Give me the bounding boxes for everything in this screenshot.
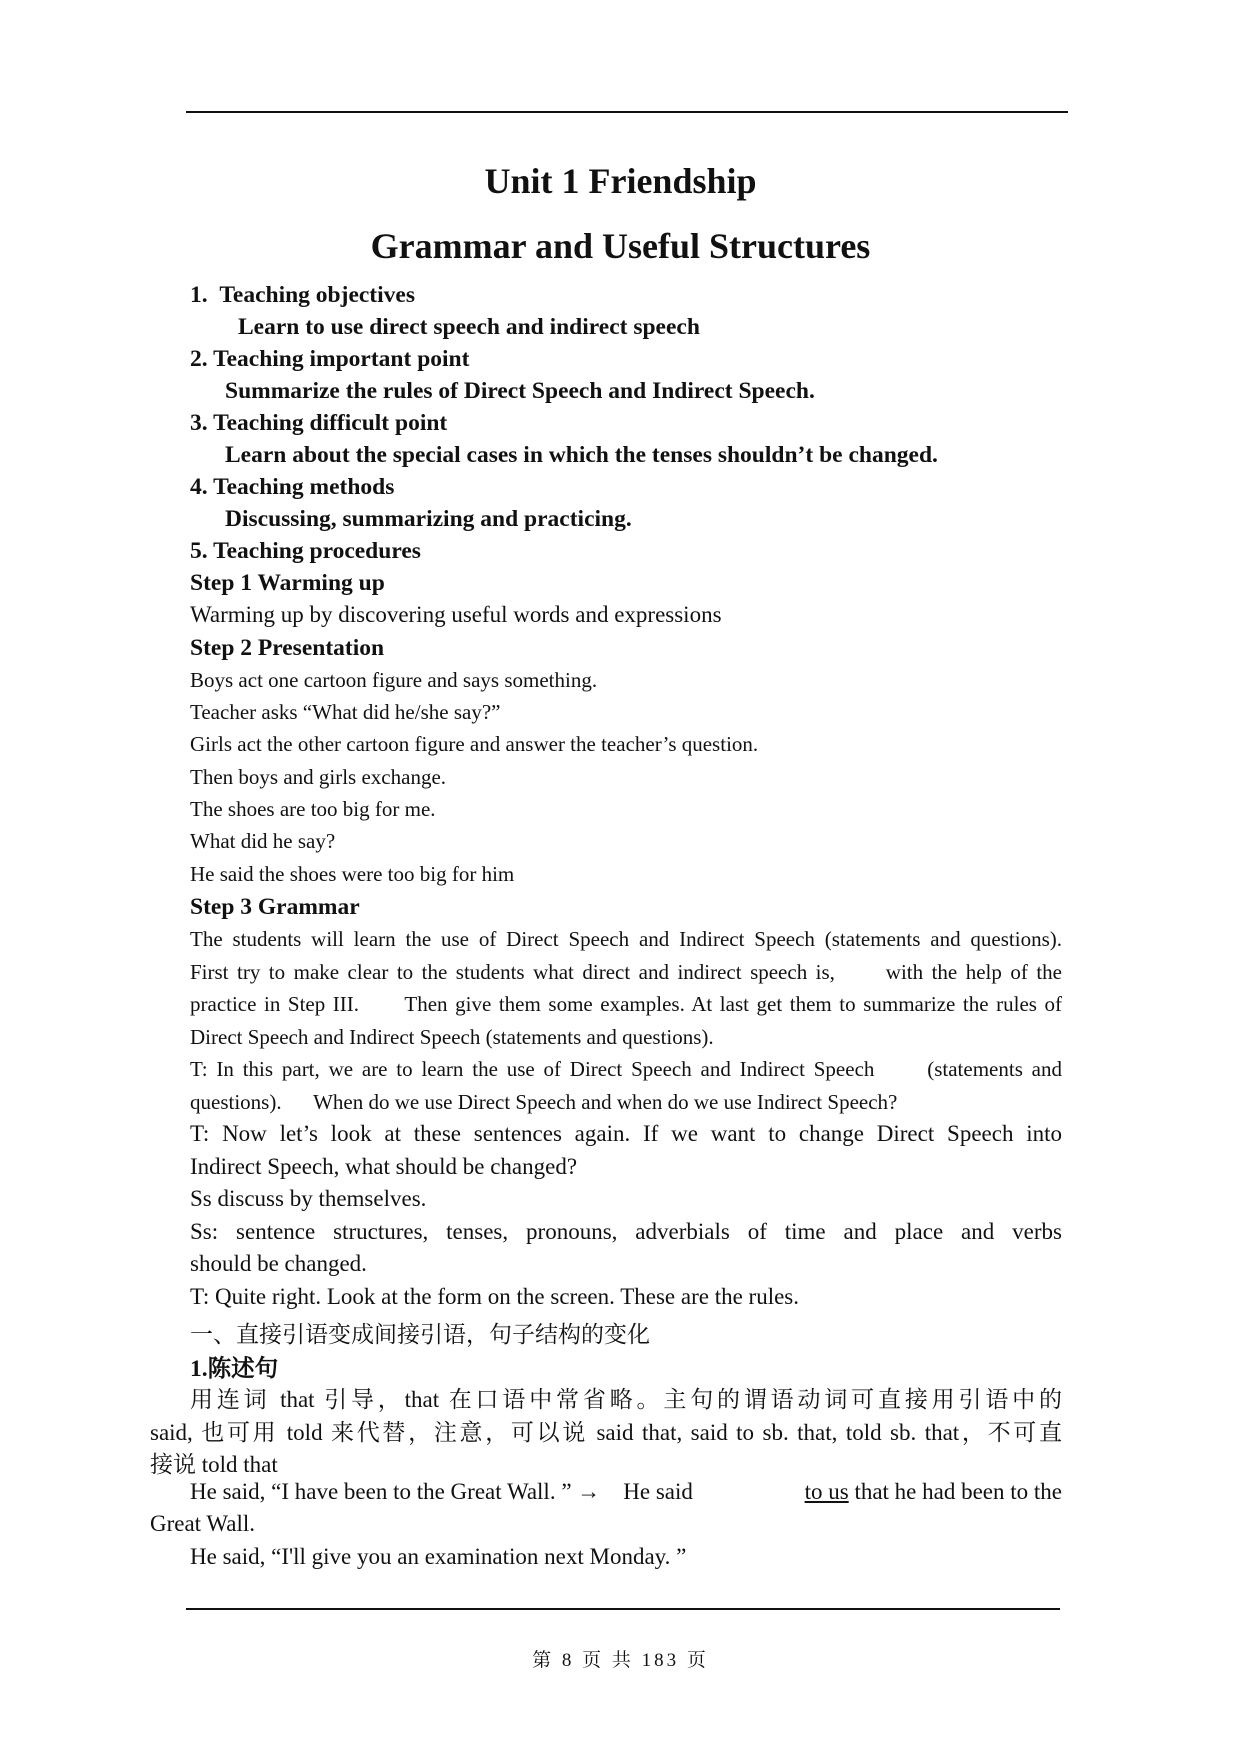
teacher-line: T: Quite right. Look at the form on the screen. These are the rules. [190,1284,800,1309]
step1-text: Warming up by discovering useful words and expressions [190,602,722,627]
document-subtitle: Grammar and Useful Structures [370,226,871,266]
cn-subheading: 1.陈述句 [190,1356,279,1382]
example-1-rest: that he had been to the [848,1479,1062,1504]
document-title: Unit 1 Friendship [484,161,757,201]
objectives-text: Learn to use direct speech and indirect speech [238,314,700,340]
step3-para-line: Direct Speech and Indirect Speech (statements and questions). [190,1025,714,1049]
important-point-text: Summarize the rules of Direct Speech and Indirect Speech. [225,378,815,404]
example-line-1 [190,1479,1062,1505]
step3-heading: Step 3 Grammar [190,894,360,920]
step3-para-line: The students will learn the use of Direct Speech and Indirect Speech (statements and questions). [190,927,1062,951]
step2-line: The shoes are too big for me. [190,797,436,821]
methods-text: Discussing, summarizing and practicing. [225,506,632,532]
cn-section-heading: 一、直接引语变成间接引语，句子结构的变化 [190,1322,650,1347]
step2-line: Teacher asks “What did he/she say?” [190,700,501,724]
bottom-rule [186,1608,1060,1610]
underlined-phrase: to us [804,1479,849,1504]
step3-para-line: First try to make clear to the students what direct and indirect speech is, with the help of the [190,960,1062,984]
methods-heading: 4. Teaching methods [190,474,395,500]
procedures-heading: 5. Teaching procedures [190,538,421,564]
ss-answer-line: Ss: sentence structures, tenses, pronouns, adverbials of time and place and verbs [190,1219,1062,1244]
objectives-heading: 1. Teaching objectives [190,282,415,308]
step3-para-line: questions). When do we use Direct Speech and when do we use Indirect Speech? [190,1090,898,1114]
step3-para-line: T: In this part, we are to learn the use of Direct Speech and Indirect Speech (statements and [190,1057,1062,1081]
important-point-heading: 2. Teaching important point [190,346,470,372]
step2-line: He said the shoes were too big for him [190,862,515,886]
step2-line: Then boys and girls exchange. [190,765,447,789]
example-line-1-cont: Great Wall. [150,1511,256,1536]
step3-para-line: practice in Step III. Then give them some examples. At last get them to summarize the rules of [190,992,1062,1016]
step2-heading: Step 2 Presentation [190,635,385,661]
step2-line: What did he say? [190,829,336,853]
example-1-indirect [805,1479,1062,1505]
step3-para-line: Indirect Speech, what should be changed? [190,1154,578,1179]
difficult-point-text: Learn about the special cases in which the tenses shouldn’t be changed. [225,442,938,468]
cn-para-line: 接说 told that [150,1452,278,1477]
step2-line: Boys act one cartoon figure and says something. [190,668,598,692]
step1-heading: Step 1 Warming up [190,570,385,596]
step2-line: Girls act the other cartoon figure and answer the teacher’s question. [190,732,759,756]
page-footer: 第 8 页 共 183 页 [532,1650,709,1671]
example-line-2: He said, “I'll give you an examination next Monday. ” [190,1544,687,1569]
step3-para-line: T: Now let’s look at these sentences again. If we want to change Direct Speech into [190,1121,1062,1146]
cn-para-line: said, 也可用 told 来代替，注意，可以说 said that, said to sb. that, told sb. that，不可直 [150,1420,1062,1445]
cn-para-line: 用连词 that 引导，that 在口语中常省略。主句的谓语动词可直接用引语中的 [190,1387,1062,1412]
difficult-point-heading: 3. Teaching difficult point [190,410,448,436]
ss-discuss-line: Ss discuss by themselves. [190,1186,427,1211]
top-rule [186,111,1068,113]
ss-answer-line: should be changed. [190,1251,367,1276]
example-1-direct: He said, “I have been to the Great Wall. ” → He said [190,1479,699,1504]
